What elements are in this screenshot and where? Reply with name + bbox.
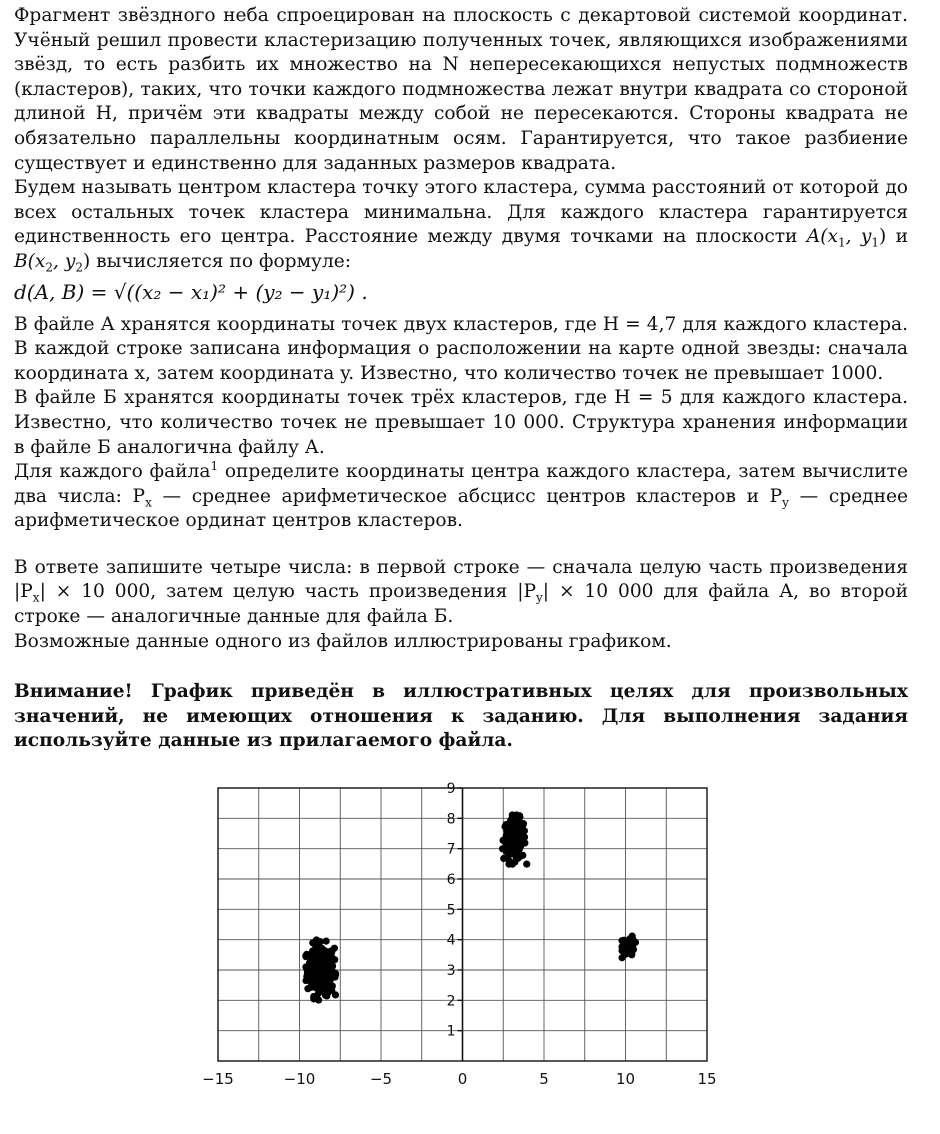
paragraph-graph-note: Возможные данные одного из файлов иллюстрированы графиком.	[14, 630, 672, 652]
scatter-point	[328, 986, 335, 993]
warning-note: Внимание! График приведён в иллюстративных целях для произвольных значений, не имеющих отношения к заданию. Для выполнения задания используйте данные из прилагаемого файла.	[14, 681, 908, 752]
y-tick-label: 6	[446, 872, 456, 888]
scatter-point	[517, 839, 524, 846]
paragraph-center-definition: Будем называть центром кластера точку этого кластера, сумма расстояний от которой до всех остальных точек кластера минимальна. Для каждого кластера гарантируется единственность его центра. Расстояние между двумя точками на плоскости $A(x_1$, $y_1$) и $B(x_2$, $y_2$) вычисляется по формуле:	[14, 177, 908, 275]
scatter-point	[328, 954, 335, 961]
task-text	[14, 4, 908, 754]
scatter-point	[313, 993, 320, 1000]
scatter-point	[320, 971, 327, 978]
spacer	[14, 534, 908, 556]
scatter-point	[323, 992, 330, 999]
paragraph-answer-format: В ответе запишите четыре числа: в первой строке — сначала целую часть произведения $|P_x| \times 10$ 000, затем целую часть произведения $|P_y| \times 10$ 000 для файла А, во второй строке — аналогичные данные для файла Б.	[14, 556, 908, 628]
paragraph-file-a: В файле А хранятся координаты точек двух кластеров, где H = 4,7 для каждого кластера. В каждой строке записана информация о расположении на карте одной звезды: сначала координата x, затем координата y. Известно, что количество точек не превышает 1000.	[14, 313, 908, 384]
x-tick-label: 15	[697, 1070, 717, 1088]
x-tick-label: −15	[202, 1070, 234, 1088]
y-tick-label: 2	[446, 993, 456, 1010]
scatter-point	[499, 845, 506, 852]
spacer	[14, 654, 908, 680]
scatter-point	[519, 852, 526, 859]
scatter-chart	[0, 778, 940, 1134]
scatter-point	[512, 853, 519, 860]
y-tick-label: 9	[446, 781, 456, 797]
scatter-point	[309, 939, 316, 946]
y-tick-label: 5	[446, 902, 456, 919]
scatter-point	[305, 952, 312, 959]
paragraph-task: Для каждого файла$^1$ определите координаты центра каждого кластера, затем вычислите два числа: $P_x$ — среднее арифметическое абсцисс центров кластеров и $P_y$ — среднее арифметическое ординат центров кластеров.	[14, 458, 908, 532]
scatter-point	[618, 943, 625, 950]
scatter-point	[319, 979, 326, 986]
x-tick-label: 0	[457, 1070, 468, 1088]
scatter-point	[626, 949, 633, 956]
x-tick-label: −5	[369, 1070, 393, 1088]
scatter-point	[328, 963, 335, 970]
scatter-point	[516, 828, 523, 835]
scatter-point	[331, 945, 338, 952]
scatter-chart-svg	[0, 778, 940, 1134]
scatter-point	[523, 861, 530, 868]
scatter-point	[508, 823, 515, 830]
scatter-point	[312, 952, 319, 959]
x-tick-label: 5	[539, 1070, 549, 1088]
paragraph-file-b: В файле Б хранятся координаты точек трёх кластеров, где H = 5 для каждого кластера. Известно, что количество точек не превышает 10 000. Структура хранения информации в файле Б аналогична файлу А.	[14, 387, 908, 458]
scatter-point	[302, 963, 309, 970]
distance-formula: d(A, B) = √((x₂ − x₁)² + (y₂ − y₁)²) .	[14, 279, 368, 304]
scatter-point	[332, 970, 339, 977]
scatter-point	[513, 811, 520, 818]
paragraph-clustering-intro: Фрагмент звёздного неба спроецирован на плоскость с декартовой системой координат. Учёный решил провести кластеризацию полученных точек, являющихся изображениями звёзд, то есть разбить их множество на N непересекающихся непустых подмножеств (кластеров), таких, что точки каждого подмножества лежат внутри квадрата со стороной длиной H, причём эти квадраты между собой не пересекаются. Стороны квадрата не обязательно параллельны координатным осям. Гарантируется, что такое разбиение существует и единственно для заданных размеров квадрата.	[14, 5, 908, 174]
y-tick-label: 1	[446, 1023, 456, 1040]
scatter-point	[507, 846, 514, 853]
y-tick-label: 7	[446, 841, 456, 858]
scatter-point	[317, 938, 324, 945]
x-tick-label: −10	[283, 1070, 316, 1088]
scatter-point	[515, 822, 522, 829]
y-tick-label: 3	[446, 963, 456, 979]
scatter-point	[304, 971, 311, 978]
scatter-point	[314, 984, 321, 991]
x-tick-label: 10	[615, 1070, 636, 1088]
scatter-point	[516, 846, 523, 853]
y-tick-label: 4	[446, 932, 456, 949]
scatter-point	[510, 839, 517, 846]
scatter-point	[510, 831, 517, 838]
scatter-point	[629, 936, 636, 943]
scatter-point	[311, 966, 318, 973]
y-tick-label: 8	[446, 811, 456, 828]
